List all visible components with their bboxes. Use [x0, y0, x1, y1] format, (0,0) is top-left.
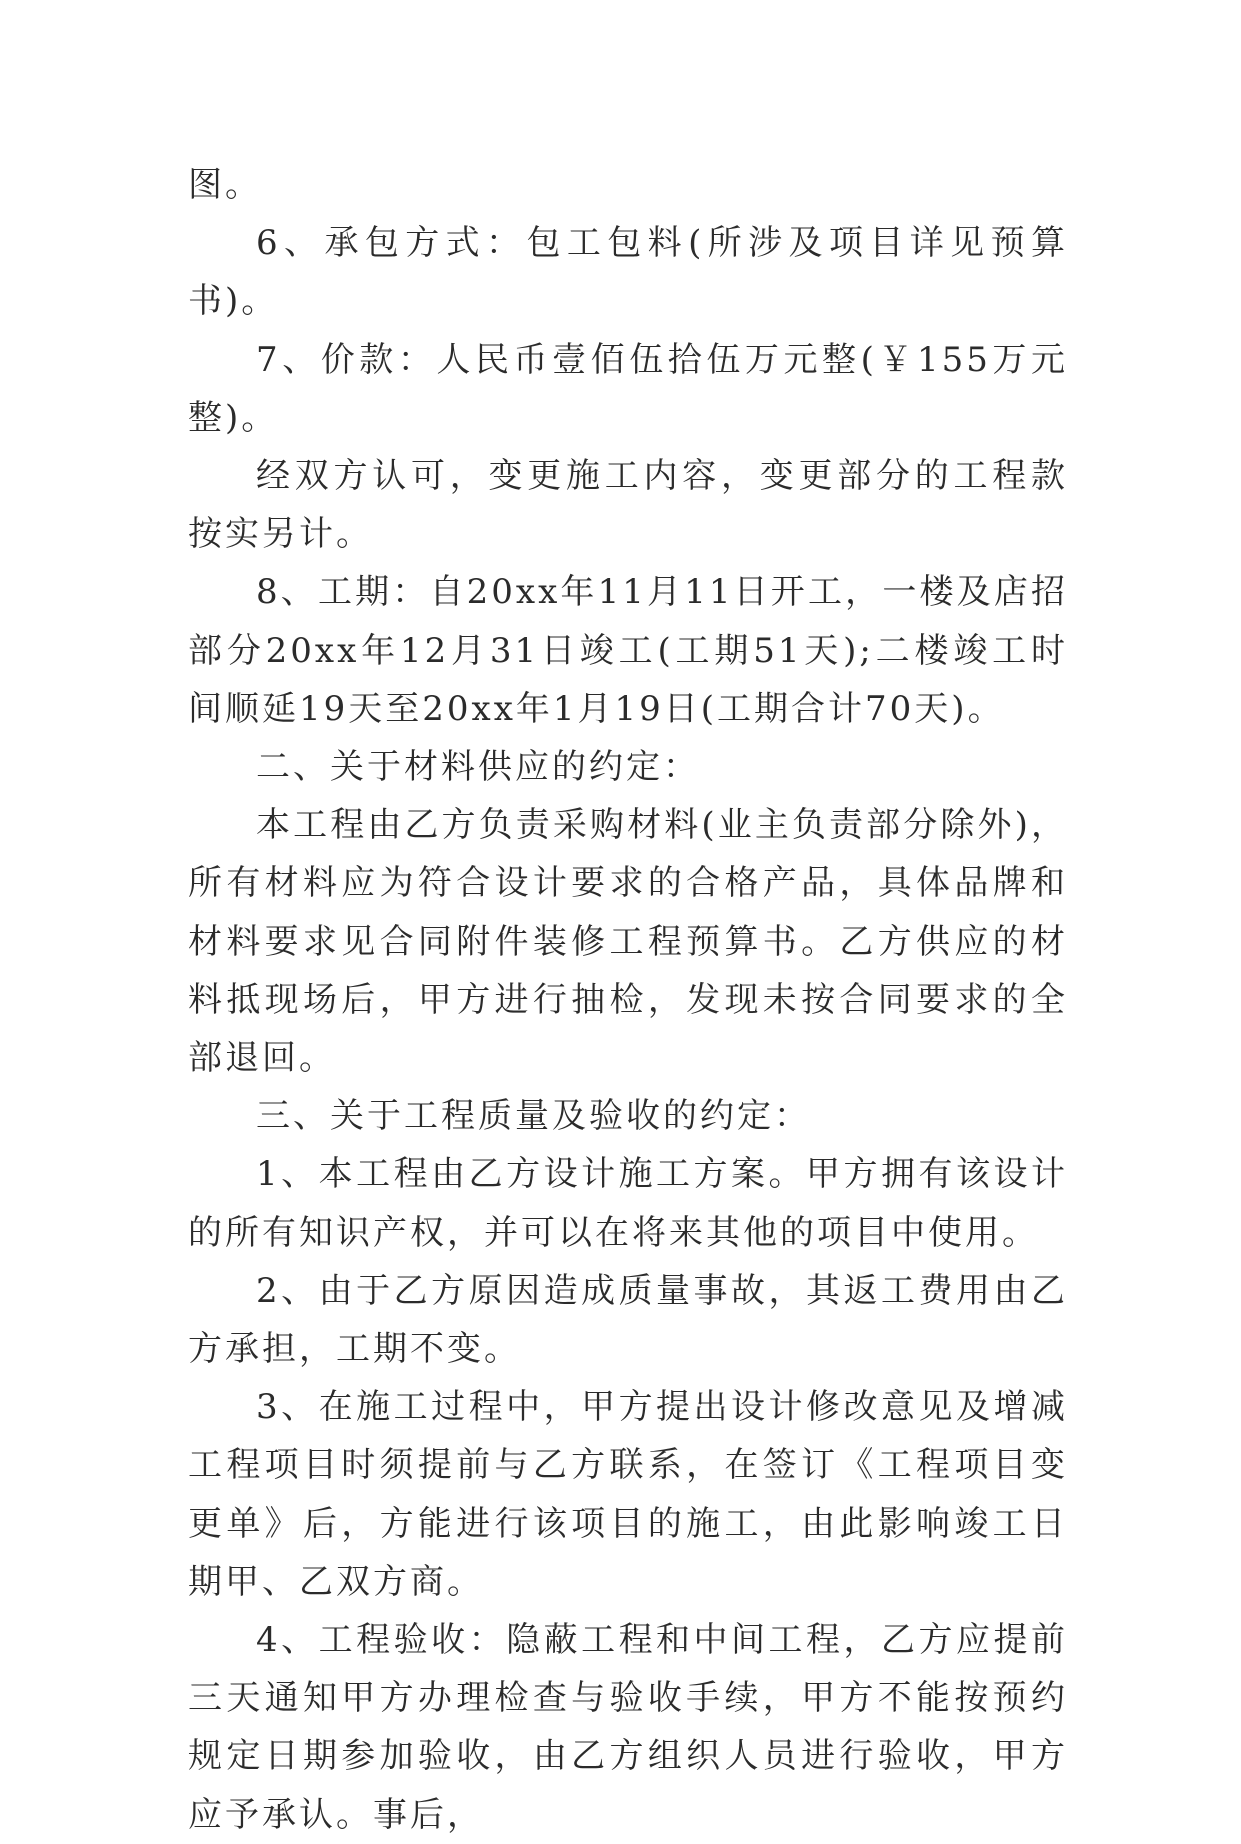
heading-quality-acceptance: 三、关于工程质量及验收的约定：: [256, 1096, 811, 1137]
paragraph-contract-method: 6、承包方式：包工包料(所涉及项目详见预算书)。: [188, 223, 1068, 322]
paragraph-quality-2: 2、由于乙方原因造成质量事故，其返工费用由乙方承担，工期不变。: [188, 1270, 1068, 1370]
heading-material-supply: 二、关于材料供应的约定：: [256, 747, 700, 788]
paragraph-price: 7、价款：人民币壹佰伍拾伍万元整(￥155万元整)。: [188, 339, 1068, 438]
paragraph-quality-1: 1、本工程由乙方设计施工方案。甲方拥有该设计的所有知识产权，并可以在将来其他的项目中使用。: [188, 1154, 1068, 1253]
paragraph-material-supply: 本工程由乙方负责采购材料(业主负责部分除外)，所有材料应为符合设计要求的合格产品，具体品牌和材料要求见合同附件装修工程预算书。乙方供应的材料抵现场后，甲方进行抽检，发现未按合同要求的全部退回。: [188, 805, 1068, 1079]
document-body: [188, 156, 1068, 1844]
paragraph-quality-3: 3、在施工过程中，甲方提出设计修改意见及增减工程项目时须提前与乙方联系，在签订《工程项目变更单》后，方能进行该项目的施工，由此影响竣工日期甲、乙双方商。: [188, 1387, 1068, 1602]
paragraph-change-agreement: 经双方认可，变更施工内容，变更部分的工程款按实另计。: [188, 456, 1068, 555]
paragraph-schedule: 8、工期：自20xx年11月11日开工，一楼及店招部分20xx年12月31日竣工(工期51天);二楼竣工时间顺延19天至20xx年1月19日(工期合计70天)。: [188, 572, 1068, 729]
paragraph-continuation: 图。: [188, 165, 262, 205]
paragraph-quality-4: 4、工程验收：隐蔽工程和中间工程，乙方应提前三天通知甲方办理检查与验收手续，甲方不能按预约规定日期参加验收，由乙方组织人员进行验收，甲方应予承认。事后，: [188, 1620, 1068, 1835]
